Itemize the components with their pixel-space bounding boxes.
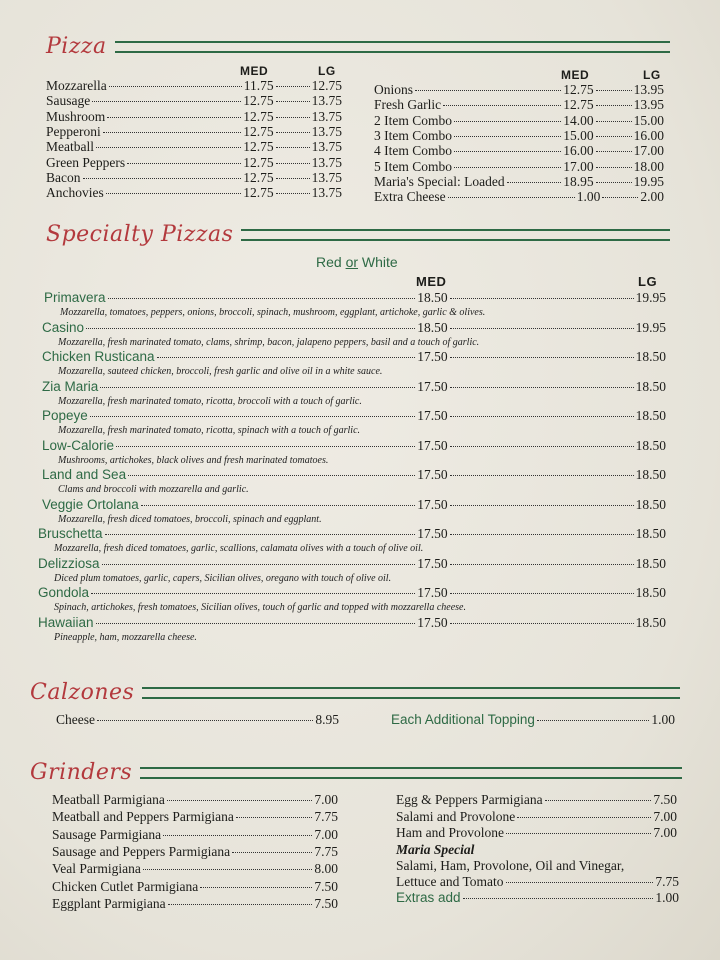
leader-dots [443, 105, 561, 106]
specialty-title: Specialty Pizzas [46, 222, 234, 247]
item-name: 4 Item Combo [374, 143, 452, 159]
price-med: 7.50 [314, 878, 338, 894]
item-name: Primavera [44, 290, 106, 305]
menu-item-row [52, 879, 338, 895]
item-description: Diced plum tomatoes, garlic, capers, Sicilian olives, oregano with touch of olive oil. [54, 572, 392, 584]
price-med: 12.75 [243, 154, 274, 170]
item-name: Maria's Special: Loaded [374, 173, 505, 189]
price-lg: 18.50 [635, 496, 666, 512]
item-description: Mozzarella, fresh marinated tomato, clams, shrimp, bacon, jalapeno peppers, basil and a touch of garlic. [58, 336, 480, 348]
price-med: 18.50 [417, 290, 448, 305]
divider [140, 767, 682, 779]
item-description: Clams and broccoli with mozzarella and garlic. [58, 484, 249, 495]
grinders-section-header [30, 760, 682, 785]
leader-dots [596, 136, 632, 137]
item-name: 3 Item Combo [374, 127, 452, 143]
pizza-left-med-header: MED [240, 64, 269, 78]
specialty-lg-header: LG [638, 274, 658, 289]
leader-dots [463, 898, 654, 899]
menu-item-row [38, 526, 666, 542]
price-med: 7.00 [314, 792, 338, 807]
leader-dots [506, 833, 651, 834]
menu-item-row [52, 844, 338, 860]
leader-dots [102, 564, 416, 565]
menu-item-row [374, 159, 664, 175]
menu-item-row [396, 792, 677, 808]
price-med: 7.00 [653, 808, 677, 824]
price-lg: 13.75 [311, 169, 342, 185]
maria-special-line2: Lettuce and Tomato [396, 874, 504, 889]
item-name: Egg & Peppers Parmigiana [396, 792, 543, 807]
leader-dots [517, 817, 651, 818]
leader-dots [276, 193, 310, 194]
price-med: 17.50 [417, 467, 448, 482]
grinders-title: Grinders [30, 760, 133, 785]
item-name: Chicken Cutlet Parmigiana [52, 878, 199, 894]
price-lg: 18.50 [635, 437, 666, 453]
leader-dots [127, 163, 241, 164]
leader-dots [90, 416, 415, 417]
extras-price: 1.00 [655, 890, 679, 905]
leader-dots [545, 800, 652, 801]
item-name: Meatball Parmigiana [52, 792, 165, 807]
specialty-subtitle [316, 254, 398, 270]
subtitle-or: or [345, 254, 359, 270]
leader-dots [537, 720, 650, 721]
pizza-section-header [46, 34, 670, 59]
price-med: 12.75 [243, 93, 274, 109]
item-name: Meatball and Peppers Parmigiana [52, 809, 234, 825]
menu-item-row [374, 174, 664, 190]
item-description: Pineapple, ham, mozzarella cheese. [54, 631, 197, 643]
item-name: Salami and Provolone [396, 808, 516, 824]
price-med: 16.00 [563, 143, 594, 159]
menu-item-row [52, 809, 338, 825]
price-med: 12.75 [243, 169, 274, 185]
item-name: Sausage and Peppers Parmigiana [52, 843, 231, 859]
menu-item-row [42, 349, 666, 365]
leader-dots [157, 357, 416, 358]
leader-dots [100, 387, 415, 388]
price-lg: 13.75 [311, 139, 342, 155]
price-med: 7.00 [314, 826, 338, 842]
item-name: Casino [42, 319, 85, 335]
leader-dots [276, 101, 310, 102]
leader-dots [97, 720, 313, 721]
leader-dots [103, 132, 242, 133]
leader-dots [450, 298, 634, 299]
menu-item-row [42, 438, 666, 454]
maria-special-line1: Salami, Ham, Provolone, Oil and Vinegar, [396, 858, 625, 873]
price-lg: 18.50 [635, 526, 666, 541]
specialty-med-header: MED [416, 274, 447, 289]
price-med: 18.95 [563, 173, 594, 189]
leader-dots [116, 446, 415, 447]
leader-dots [163, 835, 312, 836]
price-med: 17.50 [417, 408, 448, 423]
menu-item-row [42, 408, 666, 424]
price-lg: 17.00 [633, 143, 664, 159]
price-lg: 13.75 [311, 93, 342, 109]
price-lg: 16.00 [633, 127, 664, 143]
price-lg: 18.50 [635, 555, 666, 571]
leader-dots [107, 117, 241, 118]
price-med: 17.50 [417, 378, 448, 394]
item-name: Hawaiian [38, 614, 94, 630]
price-med: 17.50 [417, 349, 448, 364]
leader-dots [276, 178, 310, 179]
price-med: 12.75 [243, 139, 274, 155]
menu-item-row [52, 896, 338, 912]
item-name: Anchovies [46, 185, 104, 201]
price-lg: 18.50 [635, 585, 666, 600]
item-name: Green Peppers [46, 154, 126, 170]
price-med: 17.50 [417, 526, 448, 541]
leader-dots [105, 534, 416, 535]
item-description: Mozzarella, fresh diced tomatoes, garlic, scallions, calamata olives with a touch of olive oil. [54, 543, 424, 554]
leader-dots [276, 132, 310, 133]
price-med: 18.50 [417, 319, 448, 335]
leader-dots [96, 147, 241, 148]
leader-dots [232, 852, 312, 853]
leader-dots [276, 163, 310, 164]
price-lg: 19.95 [635, 319, 666, 335]
menu-item-row [46, 139, 342, 155]
menu-item-row [374, 113, 664, 129]
price-med: 15.00 [563, 127, 594, 143]
leader-dots [92, 101, 241, 102]
price-med: 17.50 [417, 437, 448, 453]
leader-dots [141, 505, 415, 506]
menu-item-row [44, 290, 666, 306]
item-name: Onions [374, 82, 414, 97]
item-description: Mushrooms, artichokes, black olives and fresh marinated tomatoes. [58, 454, 329, 466]
leader-dots [454, 136, 561, 137]
maria-special-heading: Maria Special [396, 842, 475, 857]
item-name: Land and Sea [42, 467, 127, 482]
item-name: Chicken Rusticana [42, 349, 155, 364]
leader-dots [450, 505, 634, 506]
item-description: Mozzarella, tomatoes, peppers, onions, broccoli, spinach, mushroom, eggplant, artichoke, garlic & olives. [60, 307, 486, 318]
price-med: 14.00 [563, 112, 594, 128]
item-name: Popeye [42, 408, 88, 423]
item-name: Mozzarella [46, 78, 107, 93]
item-name: Bacon [46, 169, 81, 185]
item-description: Mozzarella, fresh marinated tomato, ricotta, spinach with a touch of garlic. [58, 425, 361, 436]
price-med: 12.75 [243, 185, 274, 201]
leader-dots [86, 328, 415, 329]
price-lg: 18.50 [635, 408, 666, 423]
leader-dots [454, 151, 561, 152]
item-name: Sausage [46, 93, 91, 109]
price-med: 7.50 [653, 792, 677, 807]
price-med: 11.75 [243, 78, 274, 93]
leader-dots [450, 328, 634, 329]
item-name: 2 Item Combo [374, 112, 452, 128]
price-lg: 18.50 [635, 614, 666, 630]
price-lg: 18.00 [633, 158, 664, 174]
menu-item-row [38, 585, 666, 601]
leader-dots [415, 90, 561, 91]
price-lg: 13.75 [311, 123, 342, 139]
leader-dots [168, 904, 313, 905]
leader-dots [83, 178, 242, 179]
calzone-cheese-name: Cheese [56, 712, 95, 727]
item-name: Zia Maria [42, 378, 99, 394]
menu-item-row [374, 97, 664, 113]
menu-item-row [38, 556, 666, 572]
leader-dots [596, 90, 632, 91]
price-med: 17.50 [417, 496, 448, 512]
price-med: 17.50 [417, 585, 448, 600]
leader-dots [450, 475, 634, 476]
leader-dots [450, 387, 634, 388]
menu-item-row [46, 170, 342, 186]
leader-dots [448, 197, 575, 198]
calzone-topping-name: Each Additional Topping [391, 712, 535, 727]
menu-item-row [374, 143, 664, 159]
price-med: 12.75 [243, 108, 274, 124]
menu-item-row [38, 615, 666, 631]
menu-item-row [396, 809, 677, 825]
calzone-topping-row [391, 712, 675, 728]
item-description: Mozzarella, fresh diced tomatoes, broccoli, spinach and eggplant. [58, 513, 322, 525]
price-med: 12.75 [563, 97, 594, 113]
price-lg: 19.95 [633, 173, 664, 189]
leader-dots [200, 887, 312, 888]
menu-item-row [52, 827, 338, 843]
menu-item-row [52, 861, 338, 877]
price-lg: 19.95 [635, 290, 666, 305]
menu-item-row [52, 792, 338, 808]
extras-name: Extras add [396, 890, 461, 905]
pizza-title: Pizza [46, 34, 107, 59]
menu-item-row [374, 82, 664, 98]
item-name: Extra Cheese [374, 189, 446, 205]
pizza-left-lg-header: LG [318, 64, 336, 78]
menu-item-row [42, 497, 666, 513]
divider [241, 229, 670, 241]
leader-dots [450, 534, 634, 535]
leader-dots [450, 357, 634, 358]
subtitle-white: White [358, 254, 398, 270]
price-lg: 13.75 [311, 154, 342, 170]
leader-dots [450, 623, 634, 624]
item-name: Eggplant Parmigiana [52, 895, 166, 911]
calzone-cheese-row [56, 712, 339, 728]
price-med: 17.50 [417, 555, 448, 571]
item-name: Veggie Ortolana [42, 496, 139, 512]
leader-dots [454, 121, 561, 122]
specialty-section-header [46, 222, 670, 247]
leader-dots [96, 623, 416, 624]
price-lg: 13.95 [633, 82, 664, 97]
price-lg: 2.00 [640, 189, 664, 205]
extras-row [396, 890, 679, 906]
leader-dots [91, 593, 415, 594]
price-lg: 13.95 [633, 97, 664, 113]
item-name: Veal Parmigiana [52, 861, 141, 877]
item-name: Delizziosa [38, 555, 100, 571]
menu-item-row [396, 825, 677, 841]
leader-dots [602, 197, 638, 198]
leader-dots [109, 86, 242, 87]
menu-item-row [46, 93, 342, 109]
menu-item-row [374, 128, 664, 144]
item-name: Low-Calorie [42, 437, 115, 453]
menu-item-row [374, 189, 664, 205]
item-name: Pepperoni [46, 123, 101, 139]
price-lg: 13.75 [311, 185, 342, 201]
price-med: 17.00 [563, 158, 594, 174]
item-name: 5 Item Combo [374, 158, 452, 174]
calzones-section-header [30, 680, 680, 705]
leader-dots [167, 800, 313, 801]
price-lg: 13.75 [311, 108, 342, 124]
calzones-title: Calzones [30, 680, 135, 705]
menu-item-row [46, 124, 342, 140]
price-med: 7.50 [314, 895, 338, 911]
price-lg: 18.50 [635, 349, 666, 364]
leader-dots [128, 475, 415, 476]
leader-dots [236, 817, 313, 818]
leader-dots [276, 86, 310, 87]
price-med: 8.00 [314, 861, 338, 877]
menu-item-row [42, 379, 666, 395]
price-med: 7.00 [653, 825, 677, 840]
leader-dots [507, 182, 562, 183]
item-name: Fresh Garlic [374, 97, 442, 113]
price-lg: 18.50 [635, 378, 666, 394]
menu-item-row [42, 467, 666, 483]
price-med: 12.75 [243, 123, 274, 139]
calzone-topping-price: 1.00 [651, 712, 675, 727]
maria-special-row [396, 874, 679, 890]
item-name: Mushroom [46, 108, 106, 124]
leader-dots [454, 167, 561, 168]
price-lg: 15.00 [633, 112, 664, 128]
pizza-right-med-header: MED [561, 68, 590, 82]
item-name: Bruschetta [38, 526, 103, 541]
leader-dots [143, 869, 313, 870]
leader-dots [276, 117, 310, 118]
leader-dots [450, 416, 634, 417]
leader-dots [276, 147, 310, 148]
leader-dots [596, 151, 632, 152]
divider [142, 687, 680, 699]
item-description: Spinach, artichokes, fresh tomatoes, Sicilian olives, touch of garlic and topped with mozzarella cheese. [54, 602, 466, 613]
pizza-right-lg-header: LG [643, 68, 661, 82]
menu-item-row [42, 320, 666, 336]
price-lg: 12.75 [311, 78, 342, 93]
item-name: Meatball [46, 139, 94, 155]
divider [115, 41, 670, 53]
leader-dots [106, 193, 242, 194]
menu-item-row [46, 155, 342, 171]
leader-dots [506, 882, 654, 883]
leader-dots [450, 446, 634, 447]
leader-dots [108, 298, 416, 299]
menu-item-row [46, 109, 342, 125]
leader-dots [596, 182, 632, 183]
price-med: 1.00 [576, 189, 601, 205]
price-med: 12.75 [563, 82, 594, 97]
menu-item-row [46, 185, 342, 201]
item-name: Sausage Parmigiana [52, 826, 162, 842]
item-name: Gondola [38, 585, 90, 600]
price-med: 17.50 [417, 614, 448, 630]
leader-dots [450, 564, 634, 565]
leader-dots [596, 105, 632, 106]
leader-dots [450, 593, 634, 594]
leader-dots [596, 121, 632, 122]
price-lg: 18.50 [635, 467, 666, 482]
maria-special-price: 7.75 [655, 874, 679, 889]
subtitle-red: Red [316, 254, 346, 270]
leader-dots [596, 167, 632, 168]
price-med: 7.75 [314, 843, 338, 859]
item-description: Mozzarella, fresh marinated tomato, ricotta, broccoli with a touch of garlic. [58, 395, 362, 407]
menu-item-row [46, 78, 342, 94]
item-name: Ham and Provolone [396, 825, 504, 840]
calzone-cheese-price: 8.95 [315, 712, 339, 727]
item-description: Mozzarella, sauteed chicken, broccoli, fresh garlic and olive oil in a white sauce. [58, 366, 383, 377]
price-med: 7.75 [314, 809, 338, 825]
